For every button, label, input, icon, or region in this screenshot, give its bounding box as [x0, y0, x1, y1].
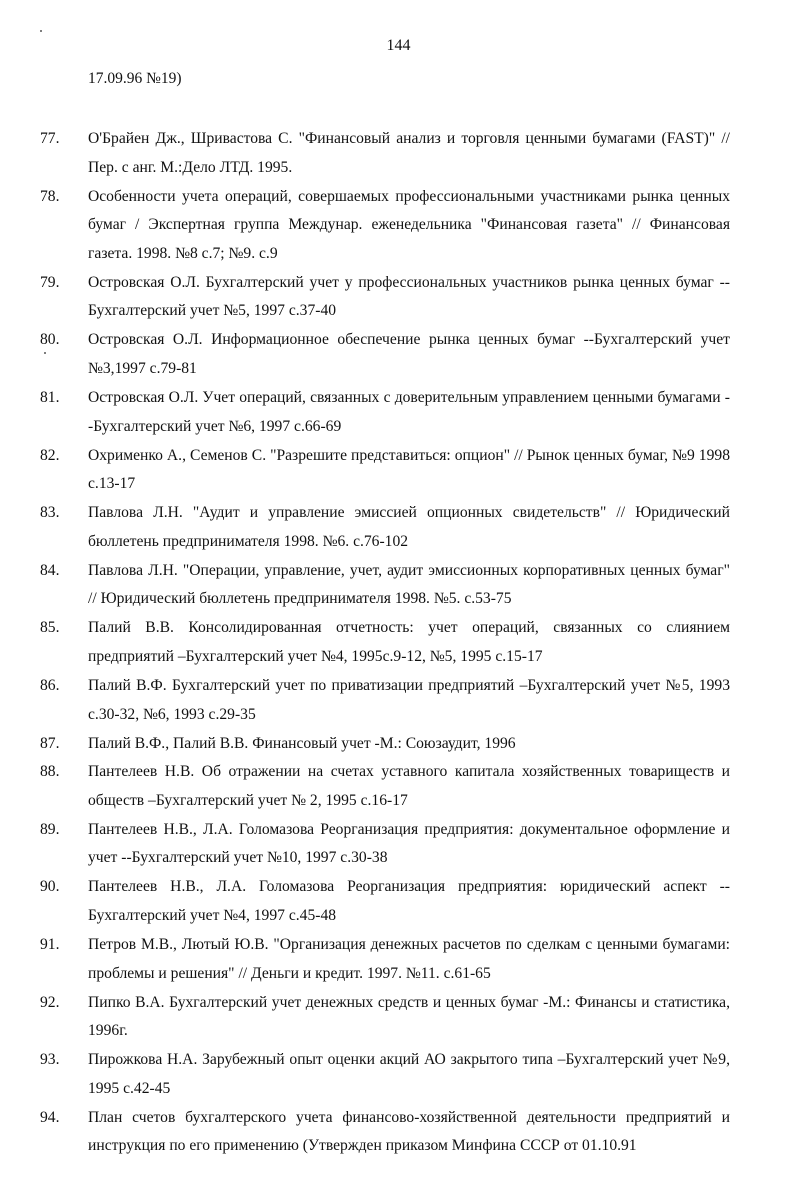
reference-number: 78. [40, 187, 60, 205]
reference-text: Петров М.В., Лютый Ю.В. "Организация денежных расчетов по сделкам с ценными бумагами: проблемы и решения" // Деньги и кредит. 1997. №11. с.61-65 [88, 935, 730, 982]
reference-item [0, 989, 797, 1047]
reference-text: Павлова Л.Н. "Операции, управление, учет, аудит эмиссионных корпоративных ценных бумаг" // Юридический бюллетень предпринимателя 1998. №5. с.53-75 [88, 561, 730, 608]
reference-text: Пирожкова Н.А. Зарубежный опыт оценки акций АО закрытого типа –Бухгалтерский учет №9, 1995 с.42-45 [88, 1051, 730, 1097]
reference-text: О'Брайен Дж., Шривастова С. "Финансовый анализ и торговля ценными бумагами (FAST)" // Пер. с анг. М.:Дело ЛТД. 1995. [88, 130, 730, 176]
scan-speck [40, 30, 42, 32]
continuation-text: 17.09.96 №19) [88, 70, 182, 87]
reference-text: Пипко В.А. Бухгалтерский учет денежных средств и ценных бумаг -М.: Финансы и статистика, 1996г. [88, 993, 730, 1040]
reference-text: Островская О.Л. Учет операций, связанных с доверительным управлением ценными бумагами --Бухгалтерский учет №6, 1997 с.66-69 [88, 388, 730, 435]
reference-number: 90. [40, 878, 60, 896]
reference-item [0, 442, 797, 500]
reference-item [0, 326, 797, 384]
reference-number: 86. [40, 676, 60, 694]
reference-number: 85. [40, 619, 60, 637]
reference-list [0, 125, 797, 1161]
reference-number: 82. [40, 446, 60, 464]
reference-item [0, 730, 797, 759]
reference-text: Островская О.Л. Информационное обеспечение рынка ценных бумаг --Бухгалтерский учет №3,1997 с.79-81 [88, 331, 730, 377]
reference-number: 88. [40, 763, 60, 781]
reference-item [0, 384, 797, 442]
reference-number: 84. [40, 561, 60, 579]
reference-item [0, 931, 797, 989]
reference-text: Пантелеев Н.В., Л.А. Голомазова Реорганизация предприятия: юридический аспект --Бухгалтерский учет №4, 1997 с.45-48 [88, 878, 730, 924]
reference-number: 81. [40, 388, 60, 406]
reference-text: План счетов бухгалтерского учета финансово-хозяйственной деятельности предприятий и инструкция по его применению (Утвержден приказом Минфина СССР от 01.10.91 [88, 1108, 730, 1155]
reference-text: Палий В.Ф. Бухгалтерский учет по приватизации предприятий –Бухгалтерский учет №5, 1993 с.30-32, №6, 1993 с.29-35 [88, 676, 730, 723]
reference-number: 80. [40, 331, 60, 349]
reference-number: 87. [40, 734, 60, 752]
reference-number: 77. [40, 130, 60, 147]
reference-number: 79. [40, 273, 60, 291]
reference-item [0, 183, 797, 269]
reference-item [0, 269, 797, 327]
reference-item [0, 125, 797, 183]
reference-number: 92. [40, 993, 60, 1011]
reference-item [0, 1104, 797, 1162]
reference-text: Островская О.Л. Бухгалтерский учет у профессиональных участников рынка ценных бумаг --Бухгалтерский учет №5, 1997 с.37-40 [88, 273, 730, 320]
reference-text: Палий В.Ф., Палий В.В. Финансовый учет -М.: Союзаудит, 1996 [88, 734, 516, 752]
reference-text: Павлова Л.Н. "Аудит и управление эмиссией опционных свидетельств" // Юридический бюллетень предпринимателя 1998. №6. с.76-102 [88, 504, 730, 550]
reference-item [0, 614, 797, 672]
reference-item [0, 873, 797, 931]
reference-text: Пантелеев Н.В., Л.А. Голомазова Реорганизация предприятия: документальное оформление и учет --Бухгалтерский учет №10, 1997 с.30-38 [88, 820, 730, 867]
reference-text: Палий В.В. Консолидированная отчетность: учет операций, связанных со слиянием предприятий –Бухгалтерский учет №4, 1995с.9-12, №5, 1995 с.15-17 [88, 619, 730, 665]
reference-item [0, 758, 797, 816]
reference-number: 94. [40, 1108, 60, 1126]
reference-text: Охрименко А., Семенов С. "Разрешите представиться: опцион" // Рынок ценных бумаг, №9 1998 с.13-17 [88, 446, 730, 493]
reference-number: 83. [40, 504, 60, 522]
reference-number: 91. [40, 935, 60, 953]
reference-item [0, 499, 797, 557]
reference-number: 93. [40, 1051, 60, 1069]
reference-item [0, 672, 797, 730]
page-number: 144 [386, 37, 411, 54]
reference-item [0, 557, 797, 615]
reference-item [0, 816, 797, 874]
reference-text: Особенности учета операций, совершаемых профессиональными участниками рынка ценных бумаг / Экспертная группа Междунар. еженедельника "Финансовая газета" // Финансовая газета. 1998. №8 с.7; №9. с.9 [88, 187, 730, 262]
reference-text: Пантелеев Н.В. Об отражении на счетах уставного капитала хозяйственных товариществ и обществ –Бухгалтерский учет № 2, 1995 с.16-17 [88, 763, 730, 809]
reference-item [0, 1046, 797, 1104]
reference-number: 89. [40, 820, 60, 838]
